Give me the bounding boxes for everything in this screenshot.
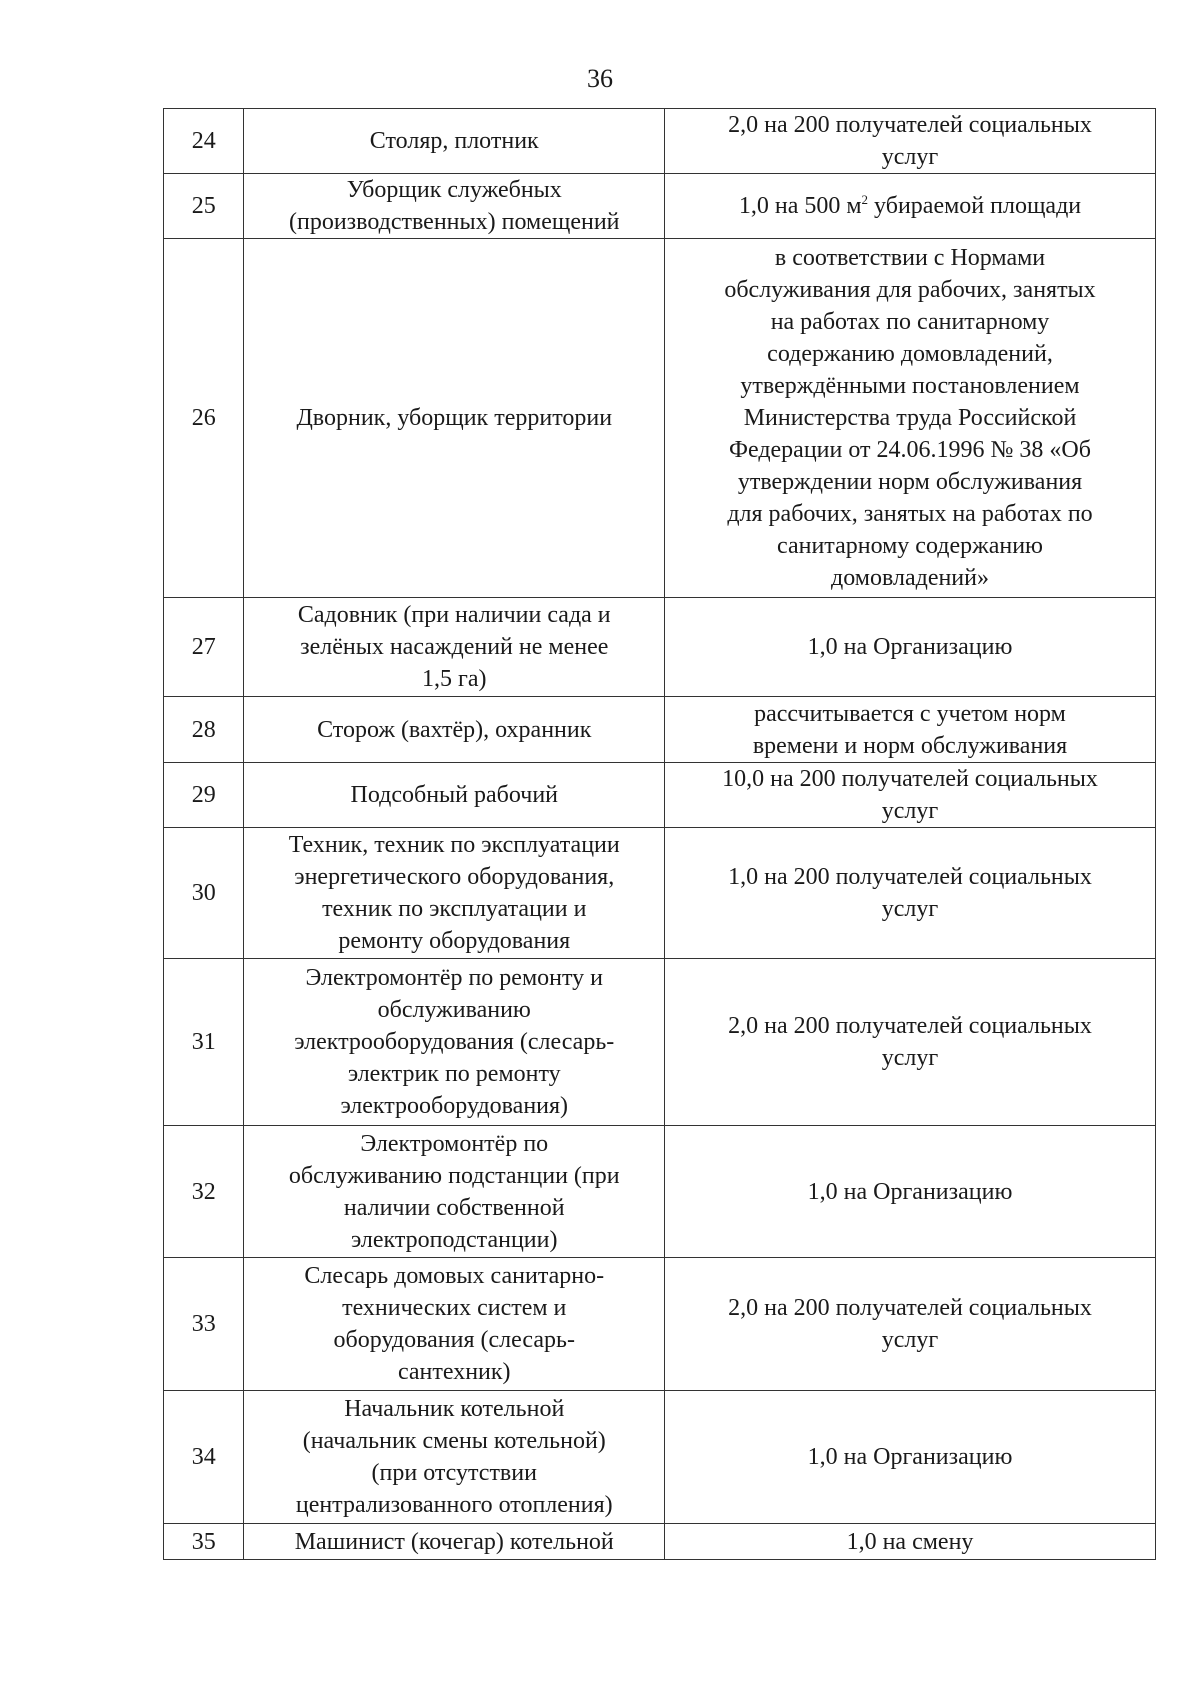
staffing-norm: рассчитывается с учетом норм времени и норм обслуживания (665, 697, 1156, 763)
position-title: Электромонтёр по ремонту и обслуживанию электрооборудования (слесарь- электрик по ремонту электрооборудования) (244, 959, 665, 1126)
position-title: Сторож (вахтёр), охранник (244, 697, 665, 763)
table-row (164, 697, 1156, 763)
position-title: Начальник котельной (начальник смены котельной) (при отсутствии централизованного отопления) (244, 1391, 665, 1524)
row-number: 31 (164, 959, 244, 1126)
row-number: 29 (164, 763, 244, 828)
table-row (164, 763, 1156, 828)
table-row (164, 959, 1156, 1126)
staffing-norm: в соответствии с Нормами обслуживания для рабочих, занятых на работах по санитарному содержанию домовладений, утверждёнными постановлением Министерства труда Российской Федерации от 24.06.1996 № 38 «Об утверждении норм обслуживания для рабочих, занятых на работах по санитарному содержанию домовладений» (665, 239, 1156, 598)
row-number: 26 (164, 239, 244, 598)
staffing-norm: 1,0 на смену (665, 1524, 1156, 1560)
position-title: Машинист (кочегар) котельной (244, 1524, 665, 1560)
table-row (164, 828, 1156, 959)
row-number: 32 (164, 1126, 244, 1258)
position-title: Столяр, плотник (244, 109, 665, 174)
table-row (164, 1258, 1156, 1391)
staffing-norms-table (163, 108, 1156, 1560)
staffing-norm: 2,0 на 200 получателей социальных услуг (665, 1258, 1156, 1391)
table-row (164, 1126, 1156, 1258)
row-number: 27 (164, 598, 244, 697)
position-title: Подсобный рабочий (244, 763, 665, 828)
page-number: 36 (587, 64, 613, 93)
staffing-norm: 1,0 на 500 $м^2$ убираемой площади (665, 174, 1156, 239)
staffing-norm: 10,0 на 200 получателей социальных услуг (665, 763, 1156, 828)
row-number: 35 (164, 1524, 244, 1560)
position-title: Садовник (при наличии сада и зелёных насаждений не менее 1,5 га) (244, 598, 665, 697)
position-title: Уборщик служебных (производственных) помещений (244, 174, 665, 239)
table-row (164, 109, 1156, 174)
row-number: 24 (164, 109, 244, 174)
staffing-norm: 1,0 на Организацию (665, 598, 1156, 697)
position-title: Техник, техник по эксплуатации энергетического оборудования, техник по эксплуатации и ремонту оборудования (244, 828, 665, 959)
table-row (164, 1524, 1156, 1560)
staffing-norm: 1,0 на Организацию (665, 1126, 1156, 1258)
position-title: Слесарь домовых санитарно- технических систем и оборудования (слесарь- сантехник) (244, 1258, 665, 1391)
staffing-norm: 1,0 на 200 получателей социальных услуг (665, 828, 1156, 959)
table-row (164, 174, 1156, 239)
staffing-norm: 1,0 на Организацию (665, 1391, 1156, 1524)
table-row (164, 1391, 1156, 1524)
position-title: Дворник, уборщик территории (244, 239, 665, 598)
staffing-norm: 2,0 на 200 получателей социальных услуг (665, 109, 1156, 174)
table-row (164, 239, 1156, 598)
row-number: 30 (164, 828, 244, 959)
row-number: 34 (164, 1391, 244, 1524)
row-number: 33 (164, 1258, 244, 1391)
staffing-norm: 2,0 на 200 получателей социальных услуг (665, 959, 1156, 1126)
row-number: 28 (164, 697, 244, 763)
position-title: Электромонтёр по обслуживанию подстанции (при наличии собственной электроподстанции) (244, 1126, 665, 1258)
row-number: 25 (164, 174, 244, 239)
table-row (164, 598, 1156, 697)
